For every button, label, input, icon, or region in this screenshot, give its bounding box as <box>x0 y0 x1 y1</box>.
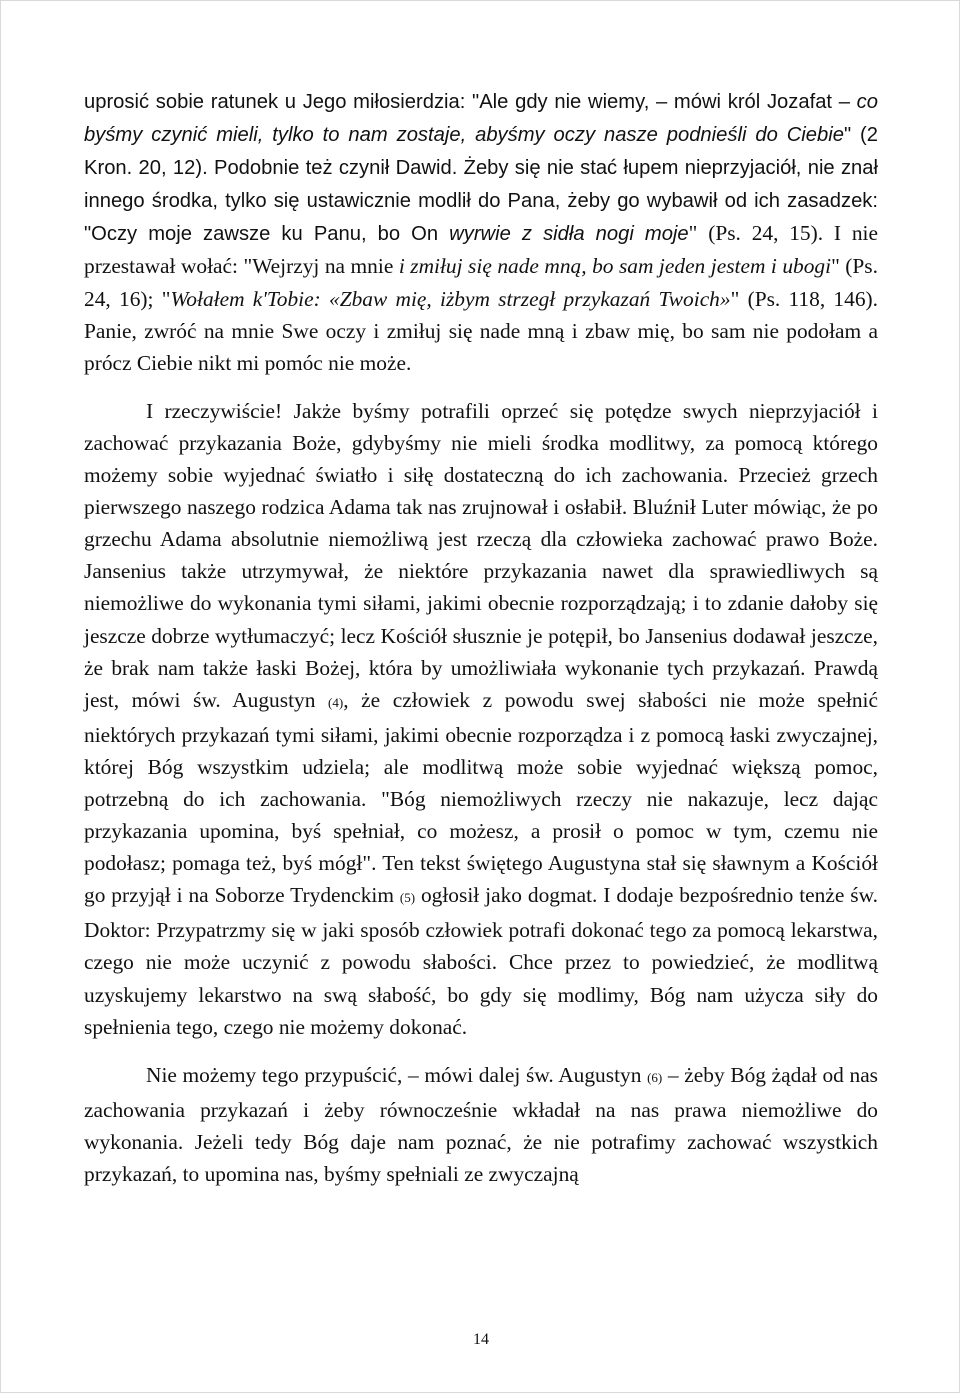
paragraph-3 <box>84 1059 878 1190</box>
text-segment: " (Ps. 24, 16); " <box>84 254 878 311</box>
paragraph-2 <box>84 395 878 1043</box>
text-segment: " (Ps. 24, 15). I nie przestawał wołać: "Wejrzyj na mnie <box>84 221 878 279</box>
text-segment: I rzeczywiście! Jakże byśmy potrafili oprzeć się potędze swych nieprzyjaciół i zachować przykazania Boże, gdybyśmy nie mieli środka modlitwy, za pomocą którego możemy sobie wyjednać światło i siłę dostateczną do ich zachowania. Przecież grzech pierwszego naszego rodzica Adama tak nas zrujnował i osłabił. Bluźnił Luter mówiąc, że po grzechu Adama absolutnie niemożliwą jest rzeczą dla człowieka zachować prawo Boże. Jansenius także utrzymywał, że niektóre przykazania nawet dla sprawiedliwych są niemożliwe do wykonania tymi siłami, jakimi obecnie rozporządzają; i to zdanie dałoby się jeszcze dobrze wytłumaczyć; lecz Kościół słusznie je potępił, bo Jansenius dodawał jeszcze, że brak nam także łaski Bożej, która by umożliwiała wykonanie tych przykazań. Prawdą jest, mówi św. Augustyn <box>84 398 878 712</box>
quote-italic: i zmiłuj się nade mną, bo sam jeden jestem i ubogi <box>398 254 832 279</box>
quote-italic: wyrwie z sidła nogi moje <box>449 223 689 246</box>
text-segment: " (Ps. 118, 146). Panie, zwróć na mnie Swe oczy i zmiłuj się nade mną i zbaw mię, bo sam nie podołam a prócz Ciebie nikt mi pomóc nie może. <box>84 286 878 375</box>
text-segment: " (2 Kron. 20, 12). Podobnie też czynił Dawid. Żeby się nie stać łupem nieprzyjaciół, nie znał innego środka, tylko się ustawicznie modlił do Pana, żeby go wybawił od ich zasadzek: "Oczy moje zawsze ku Panu, bo On <box>84 124 878 246</box>
footnote-ref: (6) <box>647 1069 663 1085</box>
paragraph-1 <box>84 85 878 379</box>
footnote-ref: (5) <box>399 890 416 906</box>
quote-italic: Wołałem k'Tobie: «Zbaw mię, iżbym strzegł przykazań Twoich» <box>170 286 731 311</box>
quote-italic: co byśmy czynić mieli, tylko to nam zostaje, abyśmy oczy nasze podnieśli do Ciebie <box>84 91 878 147</box>
text-segment: ogłosił jako dogmat. I dodaje bezpośrednio tenże św. Doktor: Przypatrzmy się w jaki sposób człowiek potrafi dokonać tego za pomocą lekarstwa, czego nie może uczynić z powodu słabości. Chce przez to powiedzieć, że modlitwą uzyskujemy lekarstwo na swą słabość, bo gdy się modlimy, Bóg nam użycza siły do spełnienia tego, czego nie możemy dokonać. <box>84 883 878 1039</box>
page-number: 14 <box>473 1331 489 1348</box>
text-segment: , że człowiek z powodu swej słabości nie może spełnić niektórych przykazań tymi siłami, jakimi obecnie rozporządza i z pomocą łaski zwyczajnej, której Bóg wszystkim udziela; ale modlitwą może sobie wyjednać większą pomoc, potrzebną do ich zachowania. "Bóg niemożliwych rzeczy nie nakazuje, lecz dając przykazania upomina, byś spełniał, co możesz, a prosił o pomoc w tym, czemu nie podołasz; pomaga też, byś mógł". Ten tekst świętego Augustyna stał się sławnym a Kościół go przyjął i na Soborze Trydenckim <box>84 687 878 908</box>
body-text <box>84 85 878 1190</box>
text-segment: uprosić sobie ratunek u Jego miłosierdzia: "Ale gdy nie wiemy, – mówi król Jozafat – <box>84 91 857 113</box>
text-segment: – żeby Bóg żądał od nas zachowania przykazań i żeby równocześnie wkładał na nas prawa niemożliwe do wykonania. Jeżeli tedy Bóg daje nam poznać, że nie potrafimy zachować wszystkich przykazań, to upomina nas, byśmy spełniali ze zwyczajną <box>84 1062 879 1186</box>
text-segment: Nie możemy tego przypuścić, – mówi dalej św. Augustyn <box>146 1062 648 1087</box>
footnote-ref: (4) <box>328 694 344 710</box>
